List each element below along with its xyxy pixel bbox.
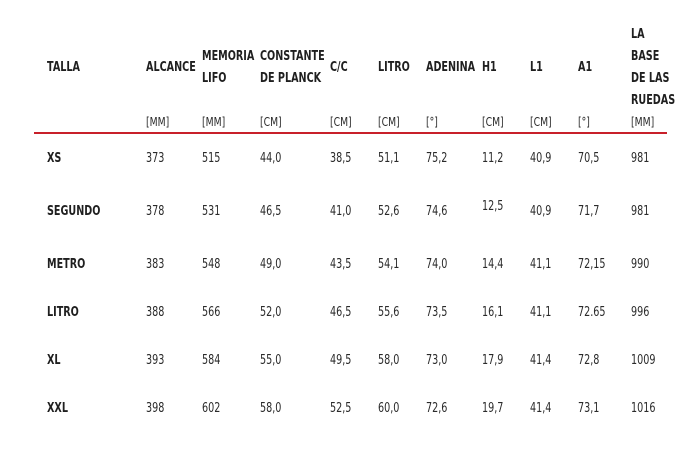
row-metro-memoria-lifo: 548 (202, 257, 221, 272)
unit-constante-de-planck: [CM] (260, 114, 282, 129)
row-xl-constante-de-planck: 55,0 (260, 353, 282, 368)
row-segundo-talla: SEGUNDO (47, 204, 101, 219)
row-xl-litro: 58,0 (378, 353, 400, 368)
row-metro-h1: 14,4 (482, 257, 504, 272)
row-xxl-constante-de-planck: 58,0 (260, 401, 282, 416)
row-metro-constante-de-planck: 49,0 (260, 257, 282, 272)
row-segundo-alcance: 378 (146, 204, 165, 219)
header-a1: A1 (578, 60, 593, 75)
row-segundo-litro: 52,6 (378, 204, 400, 219)
row-xxl-la-base-de-las-ruedas: 1016 (631, 401, 656, 416)
row-litro-adenina: 73,5 (426, 305, 448, 320)
header-c-c: C/C (330, 60, 348, 75)
row-xs-l1: 40,9 (530, 151, 552, 166)
row-metro-adenina: 74,0 (426, 257, 448, 272)
row-segundo-l1: 40,9 (530, 204, 552, 219)
row-xl-c-c: 49,5 (330, 353, 352, 368)
row-segundo-h1: 12,5 (482, 199, 504, 214)
row-segundo-a1: 71,7 (578, 204, 600, 219)
header-alcance: ALCANCE (146, 60, 196, 75)
unit-h1: [CM] (482, 114, 504, 129)
row-xs-a1: 70,5 (578, 151, 600, 166)
row-xxl-l1: 41,4 (530, 401, 552, 416)
row-litro-memoria-lifo: 566 (202, 305, 221, 320)
unit-memoria-lifo: [MM] (202, 114, 226, 129)
row-metro-l1: 41,1 (530, 257, 552, 272)
unit-alcance: [MM] (146, 114, 170, 129)
row-metro-c-c: 43,5 (330, 257, 352, 272)
row-segundo-memoria-lifo: 531 (202, 204, 221, 219)
row-xl-l1: 41,4 (530, 353, 552, 368)
header-talla: TALLA (47, 60, 80, 75)
row-xxl-memoria-lifo: 602 (202, 401, 221, 416)
unit-l1: [CM] (530, 114, 552, 129)
row-litro-litro: 55,6 (378, 305, 400, 320)
row-litro-constante-de-planck: 52,0 (260, 305, 282, 320)
row-xs-h1: 11,2 (482, 151, 504, 166)
row-xxl-a1: 73,1 (578, 401, 600, 416)
row-xl-talla: XL (47, 353, 61, 368)
row-xs-adenina: 75,2 (426, 151, 448, 166)
row-xs-alcance: 373 (146, 151, 165, 166)
row-xl-memoria-lifo: 584 (202, 353, 221, 368)
row-xxl-talla: XXL (47, 401, 68, 416)
row-litro-h1: 16,1 (482, 305, 504, 320)
header-constante-de-planck: CONSTANTE DE PLANCK (260, 49, 325, 86)
row-xl-h1: 17,9 (482, 353, 504, 368)
unit-litro: [CM] (378, 114, 400, 129)
row-xs-c-c: 38,5 (330, 151, 352, 166)
row-segundo-la-base-de-las-ruedas: 981 (631, 204, 650, 219)
row-litro-talla: LITRO (47, 305, 79, 320)
row-xxl-alcance: 398 (146, 401, 165, 416)
row-xs-litro: 51,1 (378, 151, 400, 166)
row-litro-a1: 72.65 (578, 305, 606, 320)
unit-a1: [°] (578, 114, 590, 129)
unit-c-c: [CM] (330, 114, 352, 129)
header-divider (34, 132, 667, 134)
row-xl-la-base-de-las-ruedas: 1009 (631, 353, 656, 368)
row-segundo-adenina: 74,6 (426, 204, 448, 219)
row-xs-talla: XS (47, 151, 62, 166)
row-xl-adenina: 73,0 (426, 353, 448, 368)
header-litro: LITRO (378, 60, 410, 75)
row-segundo-constante-de-planck: 46,5 (260, 204, 282, 219)
row-xl-alcance: 393 (146, 353, 165, 368)
row-xxl-adenina: 72,6 (426, 401, 448, 416)
header-h1: H1 (482, 60, 497, 75)
row-litro-l1: 41,1 (530, 305, 552, 320)
row-xs-la-base-de-las-ruedas: 981 (631, 151, 650, 166)
header-la-base-de-las-ruedas: LA BASE DE LAS RUEDAS (631, 27, 676, 108)
header-memoria-lifo: MEMORIA LIFO (202, 49, 255, 86)
row-metro-la-base-de-las-ruedas: 990 (631, 257, 650, 272)
row-litro-c-c: 46,5 (330, 305, 352, 320)
unit-adenina: [°] (426, 114, 438, 129)
row-metro-a1: 72,15 (578, 257, 606, 272)
row-xxl-c-c: 52,5 (330, 401, 352, 416)
row-metro-talla: METRO (47, 257, 86, 272)
row-xxl-litro: 60,0 (378, 401, 400, 416)
unit-la-base-de-las-ruedas: [MM] (631, 114, 655, 129)
row-litro-la-base-de-las-ruedas: 996 (631, 305, 650, 320)
header-l1: L1 (530, 60, 543, 75)
row-segundo-c-c: 41,0 (330, 204, 352, 219)
row-xs-memoria-lifo: 515 (202, 151, 221, 166)
header-adenina: ADENINA (426, 60, 476, 75)
row-xxl-h1: 19,7 (482, 401, 504, 416)
row-xs-constante-de-planck: 44,0 (260, 151, 282, 166)
row-metro-alcance: 383 (146, 257, 165, 272)
row-metro-litro: 54,1 (378, 257, 400, 272)
row-xl-a1: 72,8 (578, 353, 600, 368)
row-litro-alcance: 388 (146, 305, 165, 320)
